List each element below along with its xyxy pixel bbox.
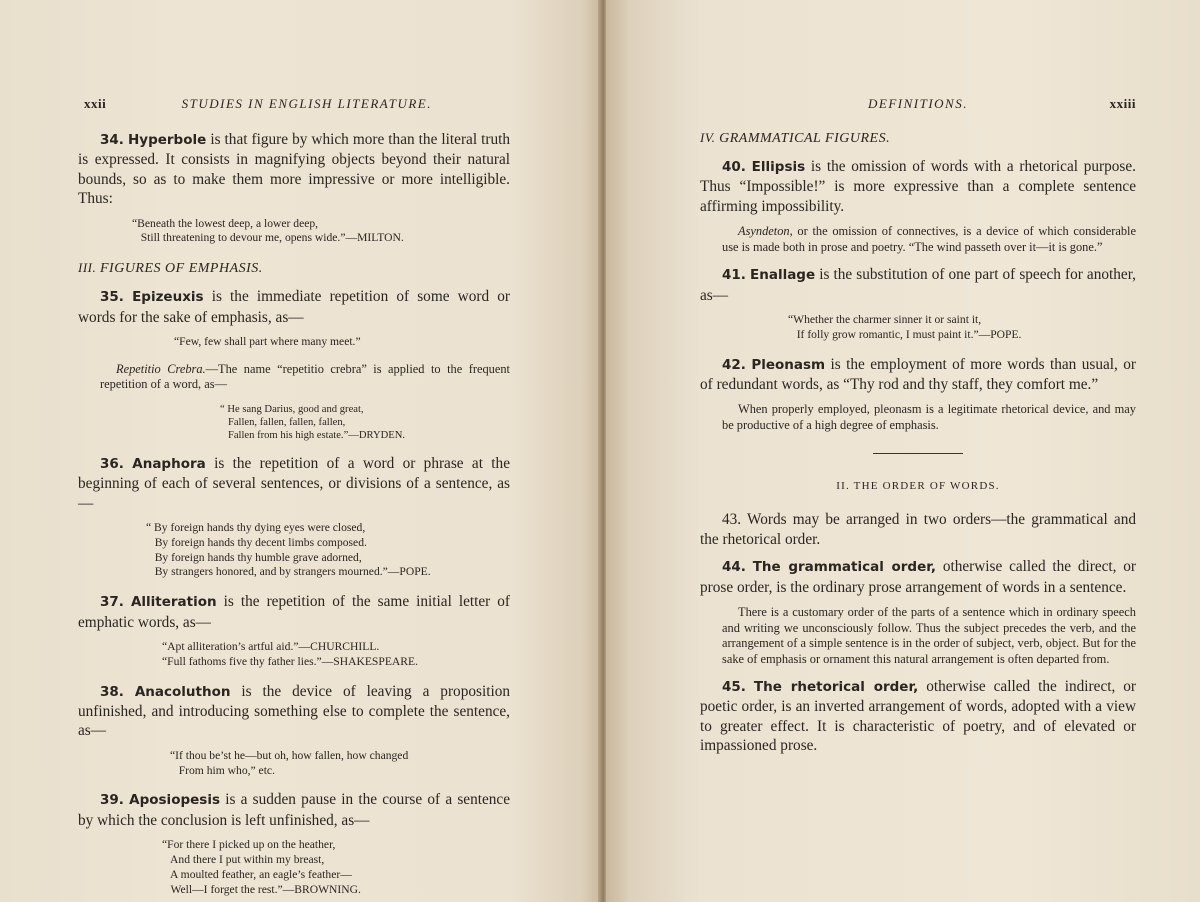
term-anacoluthon: Anacoluthon xyxy=(134,683,231,700)
note-pleonasm: When properly employed, pleonasm is a legitimate rhetorical device, and may be productive of a high degree of emphasis. xyxy=(722,402,1136,432)
quote-browning: “For there I picked up on the heather, And there I put within my breast, A moulted feather, an eagle’s feather— Well—I forget the rest.”—BROWNING. xyxy=(162,838,361,896)
right-page xyxy=(606,0,1200,902)
paragraph-35 xyxy=(78,287,510,327)
term-anaphora: Anaphora xyxy=(132,455,206,472)
para-43-text: Words may be arranged in two orders—the grammatical and the rhetorical order. xyxy=(700,511,1136,548)
left-page-content xyxy=(78,96,510,902)
para-41-num: 41. xyxy=(722,267,746,284)
para-34-text: is that figure by which more than the literal truth is expressed. It consists in magnifying objects beyond their natural bounds, so as to make them more impressive or more intelligible. Thus: xyxy=(78,131,511,208)
left-page-number: xxii xyxy=(84,96,107,111)
term-hyperbole: Hyperbole xyxy=(127,132,207,148)
right-running-head xyxy=(700,96,1136,112)
para-42-num: 42. xyxy=(722,356,746,373)
section-3-title: FIGURES OF EMPHASIS. xyxy=(100,261,263,277)
term-alliteration: Alliteration xyxy=(130,594,217,611)
quote-anacoluthon: “If thou be’st he—but oh, how fallen, how changed From him who,” etc. xyxy=(170,748,409,777)
paragraph-41 xyxy=(700,265,1136,305)
right-page-number: xxiii xyxy=(1109,96,1136,111)
paragraph-43 xyxy=(700,510,1136,549)
para-38-num: 38. xyxy=(100,683,124,700)
section-4-title: GRAMMATICAL FIGURES. xyxy=(719,131,891,146)
section-3-roman: III. xyxy=(78,260,97,276)
para-36-num: 36. xyxy=(100,455,124,472)
para-45-num: 45. xyxy=(722,679,746,696)
quote-alliteration: “Apt alliteration’s artful aid.”—CHURCHILL. “Full fathoms five thy father lies.”—SHAKESPEARE. xyxy=(162,640,418,668)
right-page-content xyxy=(700,96,1136,764)
note-35-lead: Repetitio Crebra. xyxy=(116,361,206,376)
term-pleonasm: Pleonasm xyxy=(751,356,826,373)
section-heading-3 xyxy=(78,260,510,277)
note-40-text: or the omission of connectives, is a device of which considerable use is made both in prose and poetry. “The wind passeth over it—it is gone.” xyxy=(722,224,1136,254)
paragraph-36 xyxy=(78,454,510,513)
left-running-head xyxy=(84,96,510,112)
term-ellipsis: Ellipsis xyxy=(751,159,806,175)
right-running-title: DEFINITIONS. xyxy=(868,96,968,111)
para-35-text: is the immediate repetition of some word or words for the sake of emphasis, as— xyxy=(78,288,510,326)
note-40-lead: Asyndeton, xyxy=(738,224,793,239)
quote-dryden: “ He sang Darius, good and great, Fallen, fallen, fallen, fallen, Fallen from his high estate.”—DRYDEN. xyxy=(220,403,406,441)
paragraph-42 xyxy=(700,355,1136,395)
para-39-text: is a sudden pause in the course of a sentence by which the conclusion is left unfinished, as— xyxy=(78,791,510,829)
term-rhetorical-order: The rhetorical order, xyxy=(753,679,919,696)
term-aposiopesis: Aposiopesis xyxy=(129,792,220,809)
subsection-heading-order-of-words: II. THE ORDER OF WORDS. xyxy=(836,480,1000,493)
para-37-num: 37. xyxy=(100,594,124,611)
note-customary-order: There is a customary order of the parts of a sentence which in ordinary speech and writing we unconsciously follow. Thus the subject precedes the verb, and the arrangement of a simple sentence is in the order of subject, verb, object. But for the sake of emphasis or ornament this natural arrangement is often departed from. xyxy=(722,605,1136,666)
paragraph-34 xyxy=(78,130,510,209)
para-35-num: 35. xyxy=(100,289,124,306)
term-enallage: Enallage xyxy=(750,267,816,284)
para-36-text: is the repetition of a word or phrase at the beginning of each of several sentences, or divisions of a sentence, as— xyxy=(78,454,510,512)
note-repetitio-crebra xyxy=(78,362,510,393)
section-divider-rule xyxy=(873,453,963,454)
para-38-text: is the device of leaving a proposition unfinished, and introducing something else to complete the sentence, as— xyxy=(78,682,510,740)
para-37-text: is the repetition of the same initial letter of emphatic words, as— xyxy=(78,593,511,631)
para-34-num: 34. xyxy=(100,132,124,148)
para-40-text: is the omission of words with a rhetorical purpose. Thus “Impossible!” is more expressive than a complete sentence affirming impossibility. xyxy=(700,158,1136,215)
para-44-text: otherwise called the direct, or prose order, is the ordinary prose arrangement of words in a sentence. xyxy=(700,558,1136,596)
paragraph-40 xyxy=(700,157,1136,216)
paragraph-37 xyxy=(78,592,510,632)
note-asyndeton xyxy=(700,224,1136,255)
para-41-text: is the substitution of one part of speech for another, as— xyxy=(700,266,1137,304)
para-43-num: 43. xyxy=(722,511,742,529)
quote-pope-enallage: “Whether the charmer sinner it or saint it, If folly grow romantic, I must paint it.”—POPE. xyxy=(788,313,1022,341)
term-grammatical-order: The grammatical order, xyxy=(752,559,937,576)
section-heading-4 xyxy=(700,130,1136,147)
para-39-num: 39. xyxy=(100,792,124,809)
note-35-text: —The name “repetitio crebra” is applied to the frequent repetition of a word, as— xyxy=(100,361,511,392)
para-44-num: 44. xyxy=(722,559,746,576)
section-4-roman: IV. xyxy=(700,130,716,145)
para-40-num: 40. xyxy=(722,159,746,175)
quote-milton: “Beneath the lowest deep, a lower deep, Still threatening to devour me, opens wide.”—MILTON. xyxy=(132,216,404,245)
quote-few-few: “Few, few shall part where many meet.” xyxy=(174,335,361,349)
para-45-text: otherwise called the indirect, or poetic order, is an inverted arrangement of words, adopted with a view to greater effect. It is characteristic of poetry, and of elevated or impassioned prose. xyxy=(700,678,1137,755)
left-running-title: STUDIES IN ENGLISH LITERATURE. xyxy=(181,96,432,111)
para-42-text: is the employment of more words than usual, or of redundant words, as “Thy rod and thy staff, they comfort me.” xyxy=(700,355,1136,394)
term-epizeuxis: Epizeuxis xyxy=(132,289,204,306)
paragraph-39 xyxy=(78,790,510,830)
paragraph-44 xyxy=(700,557,1136,597)
paragraph-38 xyxy=(78,682,510,741)
paragraph-45 xyxy=(700,677,1136,756)
quote-pope-anaphora: “ By foreign hands thy dying eyes were closed, By foreign hands thy decent limbs composed. By foreign hands thy humble grave adorned, By strangers honored, and by strangers mourned.”—POPE. xyxy=(146,521,431,579)
